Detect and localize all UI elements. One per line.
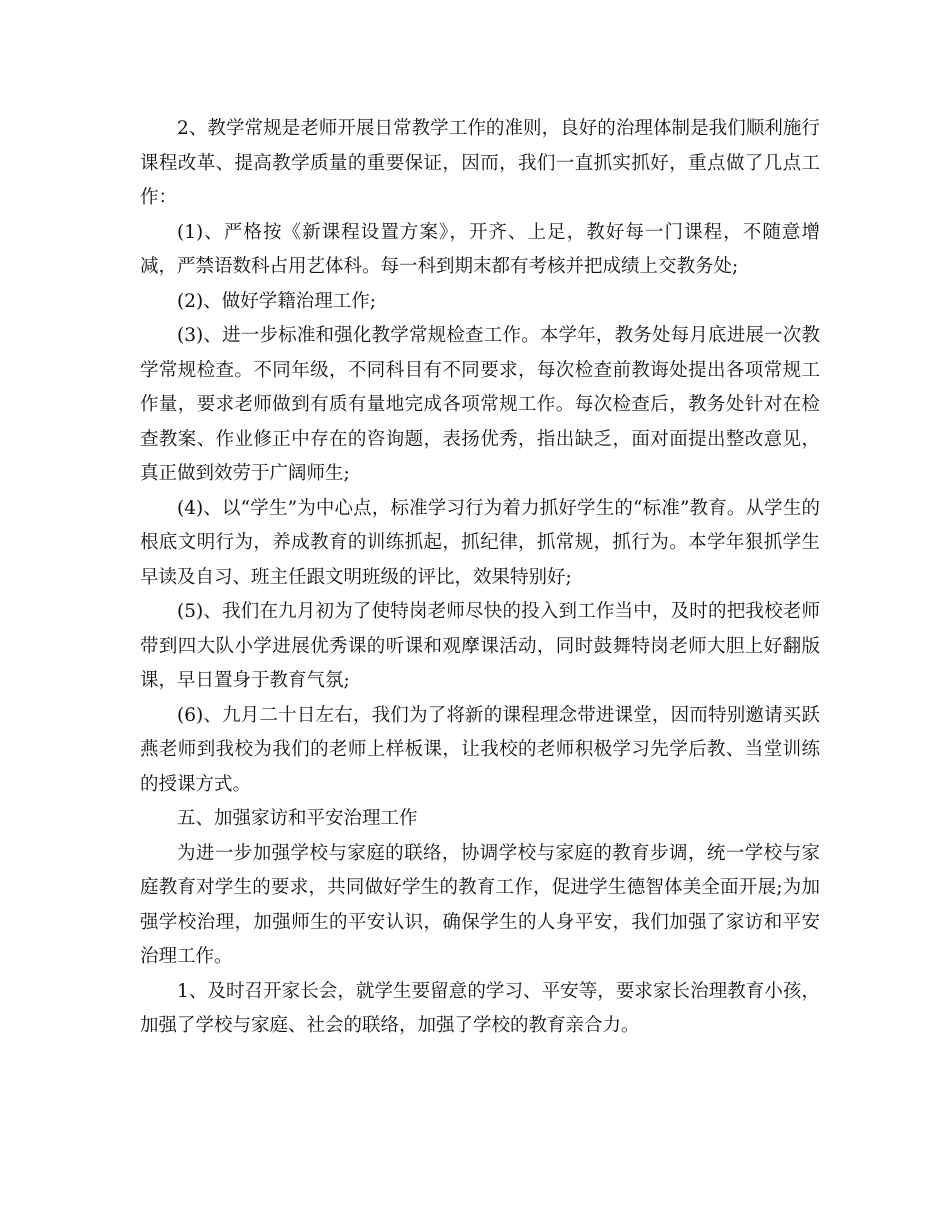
paragraph-item-1: (1)、严格按《新课程设置方案》，开齐、上足，教好每一门课程，不随意增减，严禁语数科占用艺体科。每一科到期末都有考核并把成绩上交教务处; [140, 221, 820, 277]
section-heading-home-visit-safety: 五、加强家访和平安治理工作 [177, 808, 418, 829]
paragraph-item-6: (6)、九月二十日左右，我们为了将新的课程理念带进课堂，因而特别邀请买跃燕老师到我校为我们的老师上样板课，让我校的老师积极学习先学后教、当堂训练的授课方式。 [140, 704, 820, 795]
document-page [140, 112, 820, 1044]
paragraph-item-5: (5)、我们在九月初为了使特岗老师尽快的投入到工作当中，及时的把我校老师带到四大队小学进展优秀课的听课和观摩课活动，同时鼓舞特岗老师大胆上好翻版课，早日置身于教育气氛; [140, 601, 820, 691]
paragraph-item-4: (4)、以“学生”为中心点，标准学习行为着力抓好学生的“标准”教育。从学生的根底文明行为，养成教育的训练抓起，抓纪律，抓常规，抓行为。本学年狠抓学生早读及自习、班主任跟文明班级的评比，效果特别好; [140, 497, 820, 588]
paragraph-item-3: (3)、进一步标准和强化教学常规检查工作。本学年，教务处每月底进展一次教学常规检查。不同年级，不同科目有不同要求，每次检查前教诲处提出各项常规工作量，要求老师做到有质有量地完成各项常规工作。每次检查后，教务处针对在检查教案、作业修正中存在的咨询题，表扬优秀，指出缺乏，面对面提出整改意见，真正做到效劳于广阔师生; [140, 325, 820, 484]
paragraph-item-2: (2)、做好学籍治理工作; [177, 290, 376, 312]
paragraph-parent-meeting: 1、及时召开家长会，就学生要留意的学习、平安等，要求家长治理教育小孩，加强了学校与家庭、社会的联络，加强了学校的教育亲合力。 [140, 980, 820, 1036]
paragraph-teaching-routine: 2、教学常规是老师开展日常教学工作的准则，良好的治理体制是我们顺利施行课程改革、提高教学质量的重要保证，因而，我们一直抓实抓好，重点做了几点工作： [140, 118, 820, 208]
paragraph-section-intro: 为进一步加强学校与家庭的联络，协调学校与家庭的教育步调，统一学校与家庭教育对学生的要求，共同做好学生的教育工作，促进学生德智体美全面开展;为加强学校治理，加强师生的平安认识，确保学生的人身平安，我们加强了家访和平安治理工作。 [140, 842, 820, 967]
